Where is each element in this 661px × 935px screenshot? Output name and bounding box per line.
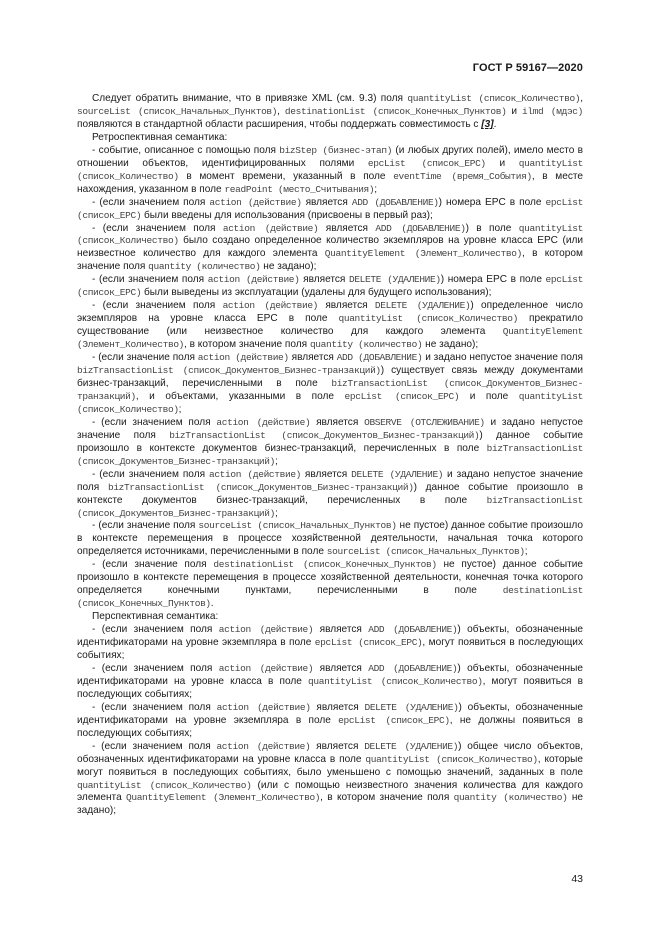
- page-number: 43: [571, 873, 583, 885]
- reference-link: [3]: [481, 118, 494, 130]
- retro-item: - (если значение поля sourceList (список_Начальных_Пунктов) не пустое) данное событие произошло в контексте перемещения в процессе хозяйственной деятельности, начальная точка которого определяется источниками, перечисленными в поле sourceList (список_Начальных_Пунктов);: [77, 520, 583, 558]
- retro-item: - (если значением поля action (действие) является DELETE (УДАЛЕНИЕ) и задано непустое значение поля bizTransactionList (список_Документов_Бизнес-транзакций)) данное событие произошло в контексте документов бизнес-транзакций, перечисленных в поле bizTransactionList (список_Документов_Бизнес-транзакций);: [77, 468, 583, 519]
- retro-item: - (если значением поля action (действие) является ADD (ДОБАВЛЕНИЕ)) в поле quantityList (список_Количество) было создано определенное количество экземпляров на уровне класса EPC (или неизвестное количество для каждого элемента QuantityElement (Элемент_Количество), в котором значение поля quantity (количество) не задано);: [77, 222, 583, 273]
- retrospective-heading: Ретроспективная семантика:: [92, 131, 228, 143]
- standard-header: ГОСТ Р 59167—2020: [472, 62, 583, 74]
- body-text: [77, 93, 583, 818]
- prospective-item: - (если значением поля action (действие) является ADD (ДОБАВЛЕНИЕ)) объекты, обозначенные идентификаторами на уровне класса в поле quantityList (список_Количество), могут появиться в последующих событиях;: [77, 662, 583, 700]
- retro-item: - (если значением поля action (действие) является OBSERVE (ОТСЛЕЖИВАНИЕ) и задано непустое значение поля bizTransactionList (список_Документов_Бизнес-транзакций)) данное событие произошло в контексте документов бизнес-транзакций, перечисленных в поле bizTransactionList (список_Документов_Бизнес-транзакций);: [77, 416, 583, 467]
- retro-item: - (если значением поля action (действие) является DELETE (УДАЛЕНИЕ)) определенное число экземпляров на уровне класса EPC в поле quantityList (список_Количество) прекратило существование (или неизвестное количество для каждого элемента QuantityElement (Элемент_Количество), в котором значение поля quantity (количество) не задано);: [77, 300, 584, 351]
- prospective-heading: Перспективная семантика:: [92, 611, 219, 623]
- prospective-item: - (если значением поля action (действие) является ADD (ДОБАВЛЕНИЕ)) объекты, обозначенные идентификаторами на уровне экземпляра в поле epcList (список_EPC), могут появиться в последующих событиях;: [77, 624, 583, 661]
- retro-item: - событие, описанное с помощью поля bizStep (бизнес-этап) (и любых других полей), имело место в отношении объектов, идентифицированных полями epcList (список_EPC) и quantityList (список_Количество) в момент времени, указанный в поле eventTime (время_События), в месте нахождения, указанном в поле readPoint (место_Считывания);: [77, 144, 584, 195]
- prospective-item: - (если значением поля action (действие) является DELETE (УДАЛЕНИЕ)) объекты, обозначенные идентификаторами на уровне экземпляра в поле epcList (список_EPC), не должны появиться в последующих событиях;: [77, 701, 584, 739]
- retro-item: - (если значение поля destinationList (список_Конечных_Пунктов) не пустое) данное событие произошло в контексте перемещения в процессе хозяйственной деятельности, конечная точка которого определяется конечными пунктами, перечисленными в поле destinationList (список_Конечных_Пунктов).: [77, 559, 584, 610]
- retro-item: - (если значением поля action (действие) является DELETE (УДАЛЕНИЕ)) номера EPC в поле epcList (список_EPC) были выведены из эксплуатации (удалены для будущего использования);: [77, 274, 583, 299]
- retro-item: - (если значением поля action (действие) является ADD (ДОБАВЛЕНИЕ)) номера EPC в поле epcList (список_EPC) были введены для использования (присвоены в первый раз);: [77, 196, 583, 221]
- prospective-item: - (если значением поля action (действие) является DELETE (УДАЛЕНИЕ)) общее число объектов, обозначенных идентификаторами на уровне класса в поле quantityList (список_Количество), которые могут появиться в последующих событиях, было уменьшено с помощью значений, заданных в поле quantityList (список_Количество) (или с помощью неизвестного значения количества для каждого элемента QuantityElement (Элемент_Количество), в котором значение поля quantity (количество) не задано);: [77, 740, 584, 817]
- intro-paragraph: Следует обратить внимание, что в привязке XML (см. 9.3) поля quantityList (список_Количество), sourceList (список_Начальных_Пунктов), destinationList (список_Конечных_Пунктов) и ilmd (мдэс) появляются в стандартной области расширения, чтобы поддержать совместимость с [3].: [77, 93, 584, 130]
- retro-item: - (если значение поля action (действие) является ADD (ДОБАВЛЕНИЕ) и задано непустое значение поля bizTransactionList (список_Документов_Бизнес-транзакций)) существует связь между документами бизнес-транзакций, перечисленными в поле bizTransactionList (список_Документов_Бизнес-транзакций), и объектами, указанными в поле epcList (список_EPC) и поле quantityList (список_Количество);: [77, 352, 583, 415]
